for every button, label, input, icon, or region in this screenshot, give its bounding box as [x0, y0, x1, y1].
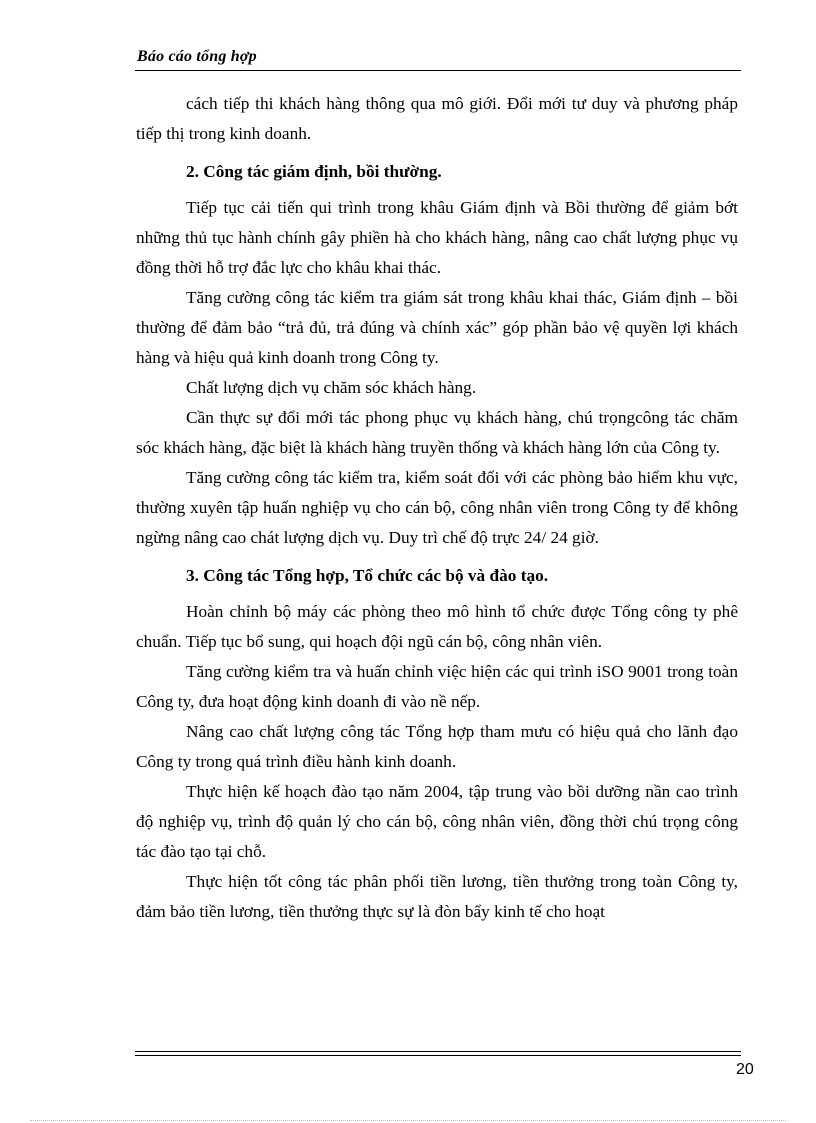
footer-divider — [135, 1051, 741, 1056]
section-heading-2: 2. Công tác giám định, bồi thường. — [186, 162, 442, 181]
paragraph-intro: cách tiếp thi khách hàng thông qua mô giới. Đổi mới tư duy và phương pháp tiếp thị trong kinh doanh. — [136, 94, 738, 143]
paragraph-2-1: Tiếp tục cải tiến qui trình trong khâu Giám định và Bồi thường để giảm bớt những thủ tục hành chính gây phiền hà cho khách hàng, nâng cao chất lượng phục vụ đồng thời hỗ trợ đắc lực cho khâu khai thác. — [136, 198, 738, 277]
document-body — [136, 89, 738, 927]
paragraph-3-1: Hoàn chỉnh bộ máy các phòng theo mô hình tổ chức được Tổng công ty phê chuẩn. Tiếp tục bổ sung, qui hoạch đội ngũ cán bộ, công nhân viên. — [136, 602, 738, 651]
paragraph-2-3: Chất lượng dịch vụ chăm sóc khách hàng. — [186, 378, 477, 397]
paragraph-3-5: Thực hiện tốt công tác phân phối tiền lương, tiền thưởng trong toàn Công ty, đảm bảo tiền lương, tiền thưởng thực sự là đòn bẩy kinh tế cho hoạt — [136, 872, 738, 921]
paragraph-2-2: Tăng cường công tác kiểm tra giám sát trong khâu khai thác, Giám định – bồi thường để đảm bảo “trả đủ, trả đúng và chính xác” góp phần bảo vệ quyền lợi khách hàng và hiệu quả kinh doanh trong Công ty. — [136, 288, 738, 367]
page-edge-dotted-line — [30, 1120, 786, 1121]
document-header-title: Báo cáo tổng hợp — [137, 48, 257, 65]
paragraph-2-5: Tăng cường công tác kiểm tra, kiểm soát đối với các phòng bảo hiểm khu vực, thường xuyên tập huấn nghiệp vụ cho cán bộ, công nhân viên trong Công ty để không ngừng nâng cao chát lượng dịch vụ. Duy trì chế độ trực 24/ 24 giờ. — [136, 468, 738, 547]
paragraph-3-2: Tăng cường kiểm tra và huấn chỉnh việc hiện các qui trình iSO 9001 trong toàn Công ty, đưa hoạt động kinh doanh đi vào nề nếp. — [136, 662, 738, 711]
paragraph-3-3: Nâng cao chất lượng công tác Tổng hợp tham mưu có hiệu quả cho lãnh đạo Công ty trong quá trình điều hành kinh doanh. — [136, 722, 738, 771]
section-heading-3: 3. Công tác Tổng hợp, Tổ chức các bộ và đào tạo. — [186, 566, 549, 585]
paragraph-2-4: Cần thực sự đổi mới tác phong phục vụ khách hàng, chú trọngcông tác chăm sóc khách hàng, đặc biệt là khách hàng truyền thống và khách hàng lớn của Công ty. — [136, 408, 738, 457]
page-number: 20 — [736, 1061, 754, 1078]
header-divider — [135, 70, 741, 71]
paragraph-3-4: Thực hiện kế hoạch đào tạo năm 2004, tập trung vào bồi dưỡng nần cao trình độ nghiệp vụ, trình độ quản lý cho cán bộ, công nhân viên, đồng thời chú trọng công tác đào tạo tại chỗ. — [136, 782, 738, 861]
